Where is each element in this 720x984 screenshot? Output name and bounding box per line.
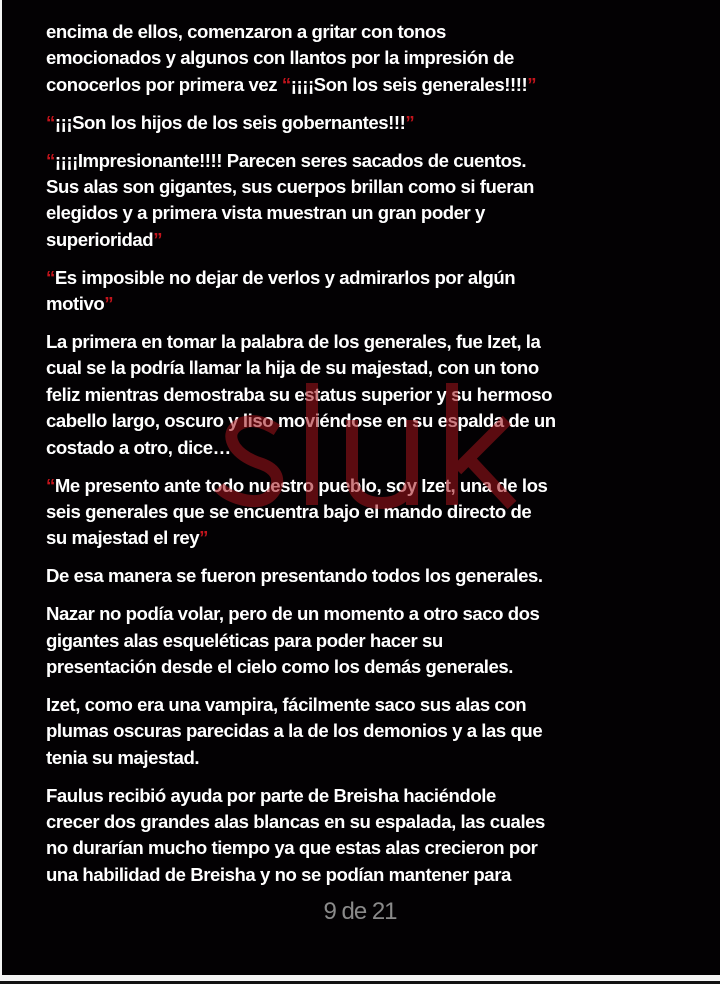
quote-mark: “ xyxy=(281,73,291,95)
text-line xyxy=(46,72,716,98)
quote-mark: ” xyxy=(527,73,537,95)
text-segment: Izet, como era una vampira, fácilmente saco sus alas con xyxy=(46,693,527,715)
text-line xyxy=(46,174,716,200)
text-line xyxy=(46,19,716,45)
quote-mark: “ xyxy=(46,266,55,288)
text-line xyxy=(46,692,716,718)
paragraph xyxy=(46,563,716,589)
paragraph xyxy=(46,783,716,889)
paragraph xyxy=(46,692,716,771)
text-segment: cabello largo, oscuro y liso moviéndose en su espalda de un xyxy=(46,410,556,432)
text-segment: feliz mientras demostraba su estatus superior y su hermoso xyxy=(46,383,553,405)
text-segment: De esa manera se fueron presentando todos los generales. xyxy=(46,565,543,587)
paragraph xyxy=(46,148,716,254)
text-line xyxy=(46,473,716,499)
text-segment: ¡¡¡¡Impresionante!!!! Parecen seres sacados de cuentos. xyxy=(54,149,527,171)
text-segment: crecer dos grandes alas blancas en su espalada, las cuales xyxy=(46,811,545,833)
text-line xyxy=(46,265,716,291)
document-page xyxy=(2,0,720,975)
quote-mark: “ xyxy=(46,474,55,496)
text-line xyxy=(46,382,716,408)
text-line xyxy=(46,563,716,589)
text-segment: ¡¡¡Son los hijos de los seis gobernantes!!! xyxy=(54,111,406,133)
text-segment: gigantes alas esqueléticas para poder hacer su xyxy=(46,629,443,651)
text-segment: su majestad el rey xyxy=(46,527,200,549)
text-segment: elegidos y a primera vista muestran un gran poder y xyxy=(46,202,485,224)
text-segment: seis generales que se encuentra bajo el mando directo de xyxy=(46,501,532,522)
text-segment: ¡¡¡¡Son los seis generales!!!! xyxy=(290,73,528,95)
text-segment: Nazar no podía volar, pero de un momento a otro saco dos xyxy=(46,603,540,625)
text-segment: encima de ellos, comenzaron a gritar con tonos xyxy=(46,21,446,42)
text-line xyxy=(46,654,716,680)
text-line xyxy=(46,200,716,226)
text-segment: cual se la podría llamar la hija de su majestad, con un tono xyxy=(46,357,539,379)
text-segment: una habilidad de Breisha y no se podían mantener para xyxy=(46,863,511,885)
text-line xyxy=(46,525,716,551)
text-segment: Es imposible no dejar de verlos y admirarlos por algún xyxy=(54,266,516,288)
text-segment: motivo xyxy=(46,293,105,315)
paragraph xyxy=(46,110,716,136)
text-line xyxy=(46,809,716,835)
text-line xyxy=(46,355,716,381)
text-segment: plumas oscuras parecidas a la de los demonios y a las que xyxy=(46,720,543,742)
page-counter: 9 de 21 xyxy=(323,898,397,925)
text-segment: costado a otro, dice… xyxy=(46,436,231,458)
text-segment: emocionados y algunos con llantos por la impresión de xyxy=(46,47,514,69)
text-segment: La primera en tomar la palabra de los generales, fue Izet, la xyxy=(46,331,541,353)
paragraph xyxy=(46,473,716,552)
quote-mark: “ xyxy=(46,111,55,133)
text-line xyxy=(46,227,716,253)
text-line xyxy=(46,148,716,174)
text-segment: Sus alas son gigantes, sus cuerpos brillan como si fueran xyxy=(46,176,534,198)
text-line xyxy=(46,783,716,809)
text-line xyxy=(46,110,716,136)
text-line xyxy=(46,329,716,355)
text-segment: presentación desde el cielo como los demás generales. xyxy=(46,656,514,678)
quote-mark: “ xyxy=(46,149,55,171)
text-line xyxy=(46,862,716,888)
text-line xyxy=(46,835,716,861)
quote-mark: ” xyxy=(153,228,163,250)
text-line xyxy=(46,435,716,461)
text-line xyxy=(46,45,716,71)
text-segment: superioridad xyxy=(46,228,154,250)
paragraph xyxy=(46,19,716,98)
text-segment: conocerlos por primera vez xyxy=(46,73,282,95)
document-body xyxy=(46,19,716,900)
text-segment: tenia su majestad. xyxy=(46,746,200,768)
text-line xyxy=(46,408,716,434)
text-line xyxy=(46,601,716,627)
quote-mark: ” xyxy=(104,293,114,315)
paragraph xyxy=(46,265,716,318)
text-line xyxy=(46,745,716,771)
text-segment: Faulus recibió ayuda por parte de Breisha haciéndole xyxy=(46,784,496,806)
text-line xyxy=(46,718,716,744)
text-segment: no durarían mucho tiempo ya que estas alas crecieron por xyxy=(46,837,538,859)
paragraph xyxy=(46,329,716,461)
paragraph xyxy=(46,601,716,680)
quote-mark: ” xyxy=(199,527,208,549)
text-line xyxy=(46,628,716,654)
quote-mark: ” xyxy=(405,111,415,133)
text-line xyxy=(46,291,716,317)
text-segment: Me presento ante todo nuestro pueblo, soy Izet, una de los xyxy=(54,474,548,496)
text-line xyxy=(46,499,716,525)
